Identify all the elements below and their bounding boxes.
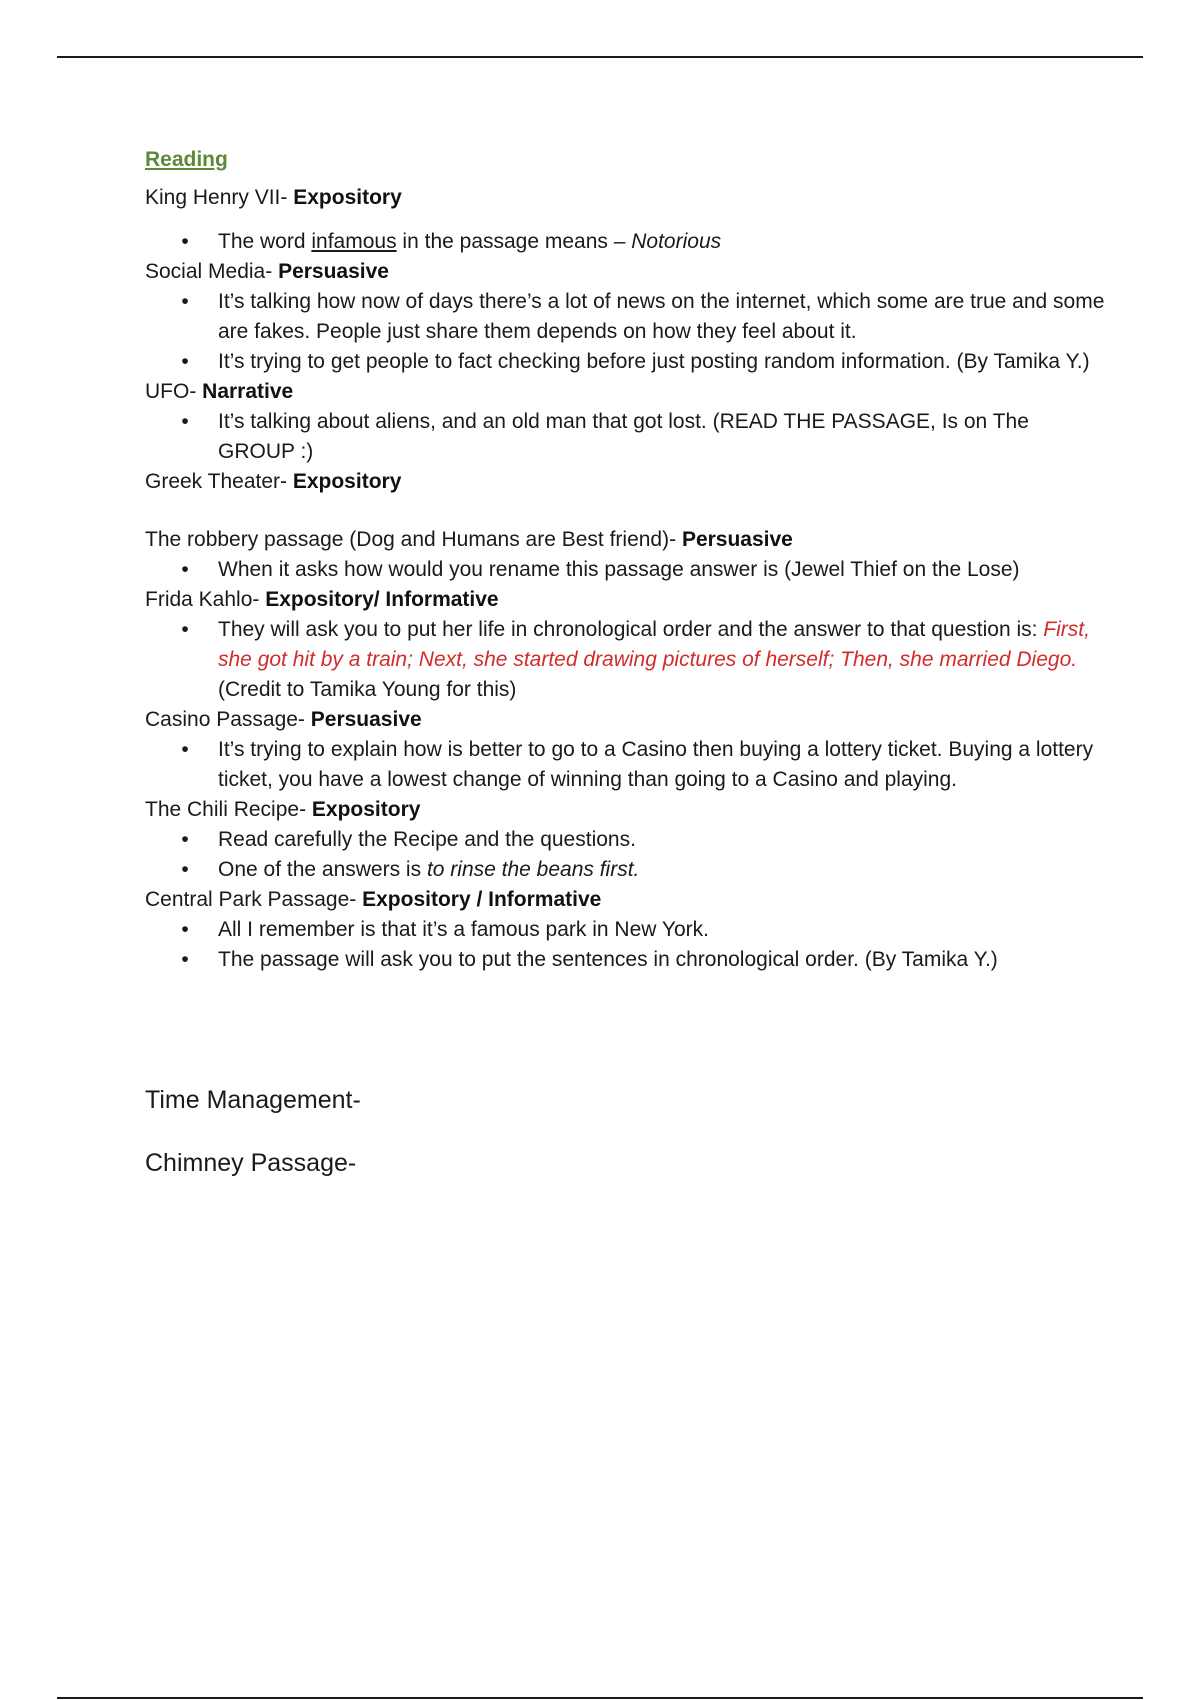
document-body <box>145 140 1105 1178</box>
header-rule <box>57 56 1143 58</box>
king-henry-list <box>145 227 1105 257</box>
chimney-passage-title: Chimney Passage- <box>145 1149 357 1177</box>
frida-list <box>145 615 1105 705</box>
section-social-media: Social Media- Persuasive <box>145 260 389 283</box>
section-central-park: Central Park Passage- Expository / Informative <box>145 888 602 911</box>
section-greek-theater: Greek Theater- Expository <box>145 470 402 493</box>
robbery-list <box>145 555 1105 585</box>
list-item: • Read carefully the Recipe and the questions. <box>181 828 636 851</box>
list-item: • One of the answers is to rinse the beans first. <box>181 858 640 881</box>
list-item: • It’s talking how now of days there’s a lot of news on the internet, which some are true and some are fakes. People just share them depends on how they feel about it. <box>181 290 1105 343</box>
list-item: • The passage will ask you to put the sentences in chronological order. (By Tamika Y.) <box>181 948 998 971</box>
social-media-list <box>145 287 1105 377</box>
section-frida-kahlo: Frida Kahlo- Expository/ Informative <box>145 588 499 611</box>
ufo-list <box>145 407 1105 467</box>
central-park-list <box>145 915 1105 975</box>
section-robbery: The robbery passage (Dog and Humans are Best friend)- Persuasive <box>145 528 793 551</box>
chili-list <box>145 825 1105 885</box>
list-item: • All I remember is that it’s a famous park in New York. <box>181 918 709 941</box>
list-item: • They will ask you to put her life in chronological order and the answer to that question is: First, she got hit by a train; Next, she started drawing pictures of herself; Then, she married Diego. (Credit to Tamika Young for this) <box>181 618 1090 701</box>
section-chili-recipe: The Chili Recipe- Expository <box>145 798 421 821</box>
section-casino: Casino Passage- Persuasive <box>145 708 422 731</box>
section-ufo: UFO- Narrative <box>145 380 294 403</box>
list-item: • The word infamous in the passage means – Notorious <box>181 230 722 253</box>
footer-rule <box>57 1697 1143 1699</box>
time-management-title: Time Management- <box>145 1086 361 1114</box>
reading-heading: Reading <box>145 148 228 171</box>
casino-list <box>145 735 1105 795</box>
list-item: • When it asks how would you rename this passage answer is (Jewel Thief on the Lose) <box>181 558 1020 581</box>
section-king-henry: King Henry VII- Expository <box>145 186 402 209</box>
list-item: • It’s trying to explain how is better to go to a Casino then buying a lottery ticket. Buying a lottery ticket, you have a lowest change of winning than going to a Casino and playing. <box>181 738 1094 791</box>
list-item: • It’s talking about aliens, and an old man that got lost. (READ THE PASSAGE, Is on The GROUP :) <box>181 410 1029 463</box>
list-item: • It’s trying to get people to fact checking before just posting random information. (By Tamika Y.) <box>181 350 1090 373</box>
